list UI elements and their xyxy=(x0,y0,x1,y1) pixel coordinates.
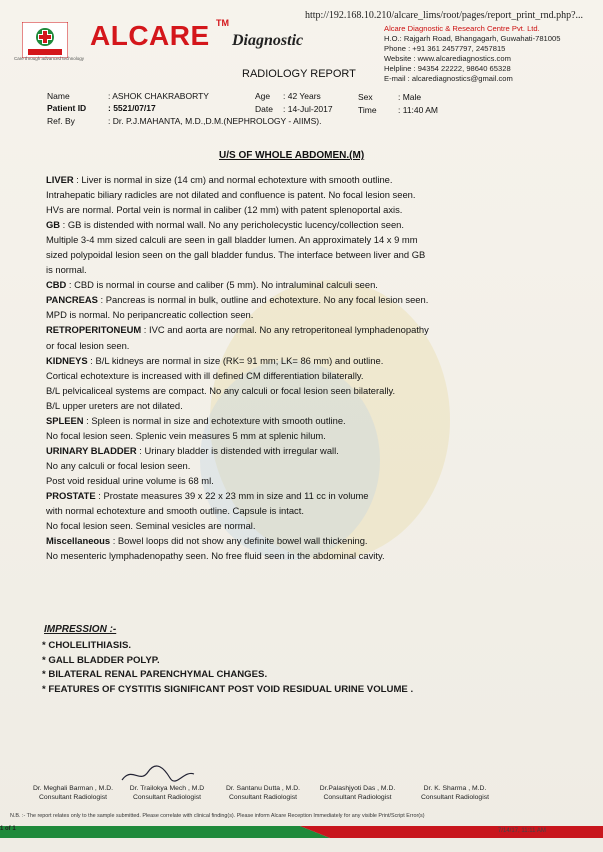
finding-text: : CBD is normal in course and caliber (5 mm). No intraluminal calculi seen. xyxy=(66,279,378,291)
impression-item: * FEATURES OF CYSTITIS SIGNIFICANT POST VOID RESIDUAL URINE VOLUME . xyxy=(42,683,414,695)
finding-text: Post void residual urine volume is 68 ml. xyxy=(46,474,214,486)
finding-text: Intrahepatic biliary radicles are not dilated and confluence is patent. No focal lesion seen. xyxy=(46,189,416,201)
helpline-line: Helpline : 94354 22222, 98640 65328 xyxy=(384,64,511,73)
finding-line xyxy=(46,277,566,292)
age-label: Age xyxy=(255,91,271,101)
ref-label: Ref. By xyxy=(47,116,75,126)
sex-value: : Male xyxy=(398,92,422,102)
signatory-5 xyxy=(400,784,510,802)
finding-label: CBD xyxy=(46,279,67,291)
finding-text: No mesenteric lymphadenopathy seen. No free fluid seen in the abdominal cavity. xyxy=(46,550,385,562)
impression-item: * GALL BLADDER POLYP. xyxy=(42,654,160,666)
finding-line xyxy=(46,368,566,383)
finding-text: B/L pelvicaliceal systems are compact. No any calculi or focal lesion seen bilaterally. xyxy=(46,384,396,396)
signatory-title: Consultant Radiologist xyxy=(132,794,201,801)
finding-label: KIDNEYS xyxy=(46,354,88,366)
finding-label: PANCREAS xyxy=(46,294,98,306)
finding-text: : Urinary bladder is distended with irregular wall. xyxy=(136,444,339,456)
company-name: Alcare Diagnostic & Research Centre Pvt. Ltd. xyxy=(384,24,540,33)
name-label: Name xyxy=(47,91,70,101)
finding-line xyxy=(46,353,566,368)
finding-line xyxy=(46,548,566,563)
finding-text: : IVC and aorta are normal. No any retroperitoneal lymphadenopathy xyxy=(141,324,429,336)
impression-item: * CHOLELITHIASIS. xyxy=(42,640,132,651)
phone-line: Phone : +91 361 2457797, 2457815 xyxy=(384,44,506,53)
signatory-4 xyxy=(300,784,415,802)
impression-title: IMPRESSION :- xyxy=(44,624,117,635)
finding-text: : Pancreas is normal in bulk, outline and echotexture. No any focal lesion seen. xyxy=(97,294,429,306)
signatory-2 xyxy=(112,784,222,802)
finding-text: sized polypoidal lesion seen on the gall bladder fundus. The interface between liver and GB xyxy=(46,249,426,261)
finding-line xyxy=(46,398,566,413)
finding-line xyxy=(46,232,566,247)
website-line: Website : www.alcarediagnostics.com xyxy=(384,54,511,63)
finding-text: No focal lesion seen. Splenic vein measures 5 mm at splenic hilum. xyxy=(46,429,326,441)
ref-value: : Dr. P.J.MAHANTA, M.D.,D.M.(NEPHROLOGY - AIIMS). xyxy=(108,116,322,126)
finding-line xyxy=(46,187,566,202)
finding-line xyxy=(46,307,566,322)
patient-id-value: : 5521/07/17 xyxy=(108,103,156,113)
impression-item: * BILATERAL RENAL PARENCHYMAL CHANGES. xyxy=(42,669,268,680)
finding-line xyxy=(46,413,566,428)
finding-text: : Bowel loops did not show any definite bowel wall thickening. xyxy=(110,535,368,547)
browser-url: http://192.168.10.210/alcare_lims/root/pages/report_print_rnd.php?... xyxy=(305,10,584,21)
name-value: : ASHOK CHAKRABORTY xyxy=(108,91,209,101)
finding-text: Multiple 3-4 mm sized calculi are seen in gall bladder lumen. An approximately 14 x 9 mm xyxy=(46,234,418,246)
finding-text: with normal echotexture and smooth outline. Capsule is intact. xyxy=(46,505,304,517)
finding-line xyxy=(46,458,566,473)
age-value: : 42 Years xyxy=(283,91,321,101)
date-label: Date xyxy=(255,104,273,114)
signatory-name: Dr. Trailokya Mech , M.D xyxy=(129,785,205,792)
finding-text: Cortical echotexture is increased with ill defined CM differentiation bilaterally. xyxy=(46,369,364,381)
finding-line xyxy=(46,428,566,443)
alcare-logo xyxy=(22,22,68,58)
finding-line xyxy=(46,322,566,337)
address-line: H.O.: Rajgarh Road, Bhangagarh, Guwahati-781005 xyxy=(384,34,561,43)
finding-text: or focal lesion seen. xyxy=(46,339,130,351)
finding-text: : Liver is normal in size (14 cm) and normal echotexture with smooth outline. xyxy=(73,174,393,185)
finding-label: URINARY BLADDER xyxy=(46,444,137,456)
finding-text: B/L upper ureters are not dilated. xyxy=(46,399,183,411)
finding-line xyxy=(46,383,566,398)
signatory-title: Consultant Radiologist xyxy=(38,794,107,801)
finding-line xyxy=(46,262,566,277)
finding-label: Miscellaneous xyxy=(46,535,111,547)
finding-text: No focal lesion seen. Seminal vesicles are normal. xyxy=(46,520,256,532)
finding-line xyxy=(46,503,566,518)
finding-text: : Spleen is normal in size and echotexture with smooth outline. xyxy=(83,414,346,426)
signatory-title: Consultant Radiologist xyxy=(323,794,392,801)
finding-line xyxy=(46,473,566,488)
finding-label: GB xyxy=(46,219,61,231)
finding-label: LIVER xyxy=(46,174,74,185)
finding-line xyxy=(46,488,566,503)
finding-line xyxy=(46,247,566,262)
report-title: RADIOLOGY REPORT xyxy=(242,68,356,80)
footer-note: N.B. :- The report relates only to the sample submitted. Please correlate with clinical finding(s). Please inform Alcare Reception Immediately for any visible Print/Script Error(s) xyxy=(10,813,425,819)
signatory-name: Dr. Santanu Dutta , M.D. xyxy=(225,785,301,792)
findings-body xyxy=(46,172,566,563)
finding-line xyxy=(46,202,566,217)
date-value: : 14-Jul-2017 xyxy=(283,104,333,114)
finding-line xyxy=(46,443,566,458)
signatory-name: Dr.Palashjyoti Das , M.D. xyxy=(319,785,396,792)
patient-id-label: Patient ID xyxy=(47,103,87,113)
trademark: TM xyxy=(216,18,229,28)
finding-text: MPD is normal. No peripancreatic collection seen. xyxy=(46,309,254,321)
print-timestamp: 7/14/17, 11:11 AM xyxy=(498,828,546,834)
signatory-title: Consultant Radiologist xyxy=(420,794,489,801)
finding-text: is normal. xyxy=(46,264,87,276)
finding-line xyxy=(46,338,566,353)
time-label: Time xyxy=(358,105,377,115)
email-line: E-mail : alcarediagnostics@gmail.com xyxy=(384,74,513,83)
brand-name: ALCARE xyxy=(90,20,210,51)
address-block xyxy=(384,24,560,84)
finding-line xyxy=(46,172,566,187)
finding-text: : B/L kidneys are normal in size (RK= 91 mm; LK= 86 mm) and outline. xyxy=(87,354,384,366)
brand-subtitle: Diagnostic xyxy=(232,32,304,49)
time-value: : 11:40 AM xyxy=(398,105,439,115)
signatory-title: Consultant Radiologist xyxy=(228,794,297,801)
finding-line xyxy=(46,292,566,307)
finding-label: RETROPERITONEUM xyxy=(46,324,142,336)
finding-line xyxy=(46,217,566,232)
finding-text: : Prostate measures 39 x 22 x 23 mm in size and 11 cc in volume xyxy=(95,489,369,501)
signatory-name: Dr. K. Sharma , M.D. xyxy=(423,785,487,792)
impression-list xyxy=(42,639,413,697)
signatory-name: Dr. Meghali Barman , M.D. xyxy=(32,785,114,792)
report-heading: U/S OF WHOLE ABDOMEN.(M) xyxy=(219,150,365,161)
finding-text: : GB is distended with normal wall. No any pericholecystic lucency/collection seen. xyxy=(60,219,404,231)
finding-text: HVs are normal. Portal vein is normal in caliber (12 mm) with patent splenoportal axis. xyxy=(46,204,403,216)
tagline: Care through advanced technology xyxy=(14,56,85,61)
finding-line xyxy=(46,518,566,533)
finding-label: PROSTATE xyxy=(46,489,96,501)
finding-line xyxy=(46,533,566,548)
finding-label: SPLEEN xyxy=(46,414,84,426)
sex-label: Sex xyxy=(358,92,373,102)
page-number: 1 of 1 xyxy=(0,826,16,832)
finding-text: No any calculi or focal lesion seen. xyxy=(46,459,191,471)
